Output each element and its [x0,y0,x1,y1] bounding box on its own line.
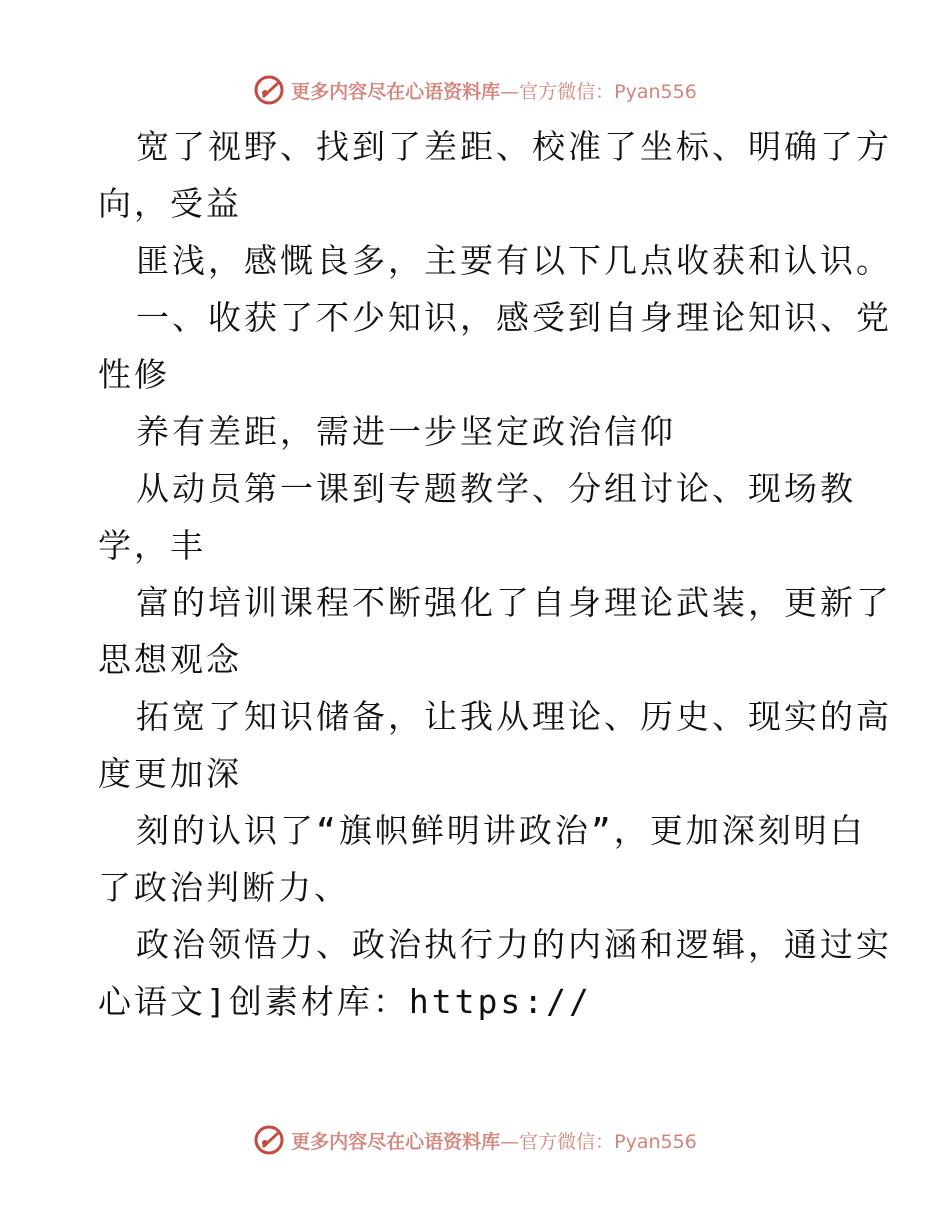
body-line: 匪浅，感慨良多，主要有以下几点收获和认识。 [136,241,892,280]
body-line: 度更加深 [98,754,242,793]
body-line: 心语文]创素材库：https:// [98,982,592,1021]
header-banner-text: 更多内容尽在心语资料库 [291,80,501,103]
footer-banner-text: 更多内容尽在心语资料库 [291,1130,501,1153]
header-banner-sub: —官方微信：Pyan556 [500,80,697,103]
body-line: 了政治判断力、 [98,868,350,907]
body-line: 拓宽了知识储备，让我从理论、历史、现实的高 [136,697,892,736]
header-banner [0,70,950,110]
body-line: 富的培训课程不断强化了自身理论武装，更新了 [136,583,892,622]
body-line: 养有差距，需进一步坚定政治信仰 [136,412,676,451]
body-line: 向，受益 [98,184,242,223]
body-line: 思想观念 [98,640,242,679]
footer-banner-sub: —官方微信：Pyan556 [500,1130,697,1153]
body-line: 从动员第一课到专题教学、分组讨论、现场教 [136,469,856,508]
quill-seal-icon [253,74,285,106]
quill-seal-icon [253,1124,285,1156]
body-line: 一、收获了不少知识，感受到自身理论知识、党 [136,298,892,337]
body-line: 性修 [98,355,170,394]
document-body [98,118,892,1030]
footer-banner [0,1120,950,1160]
body-line: 刻的认识了“旗帜鲜明讲政治”，更加深刻明白 [136,811,866,850]
body-line: 宽了视野、找到了差距、校准了坐标、明确了方 [136,127,892,166]
body-line: 政治领悟力、政治执行力的内涵和逻辑，通过实 [136,925,892,964]
body-line: 学，丰 [98,526,206,565]
